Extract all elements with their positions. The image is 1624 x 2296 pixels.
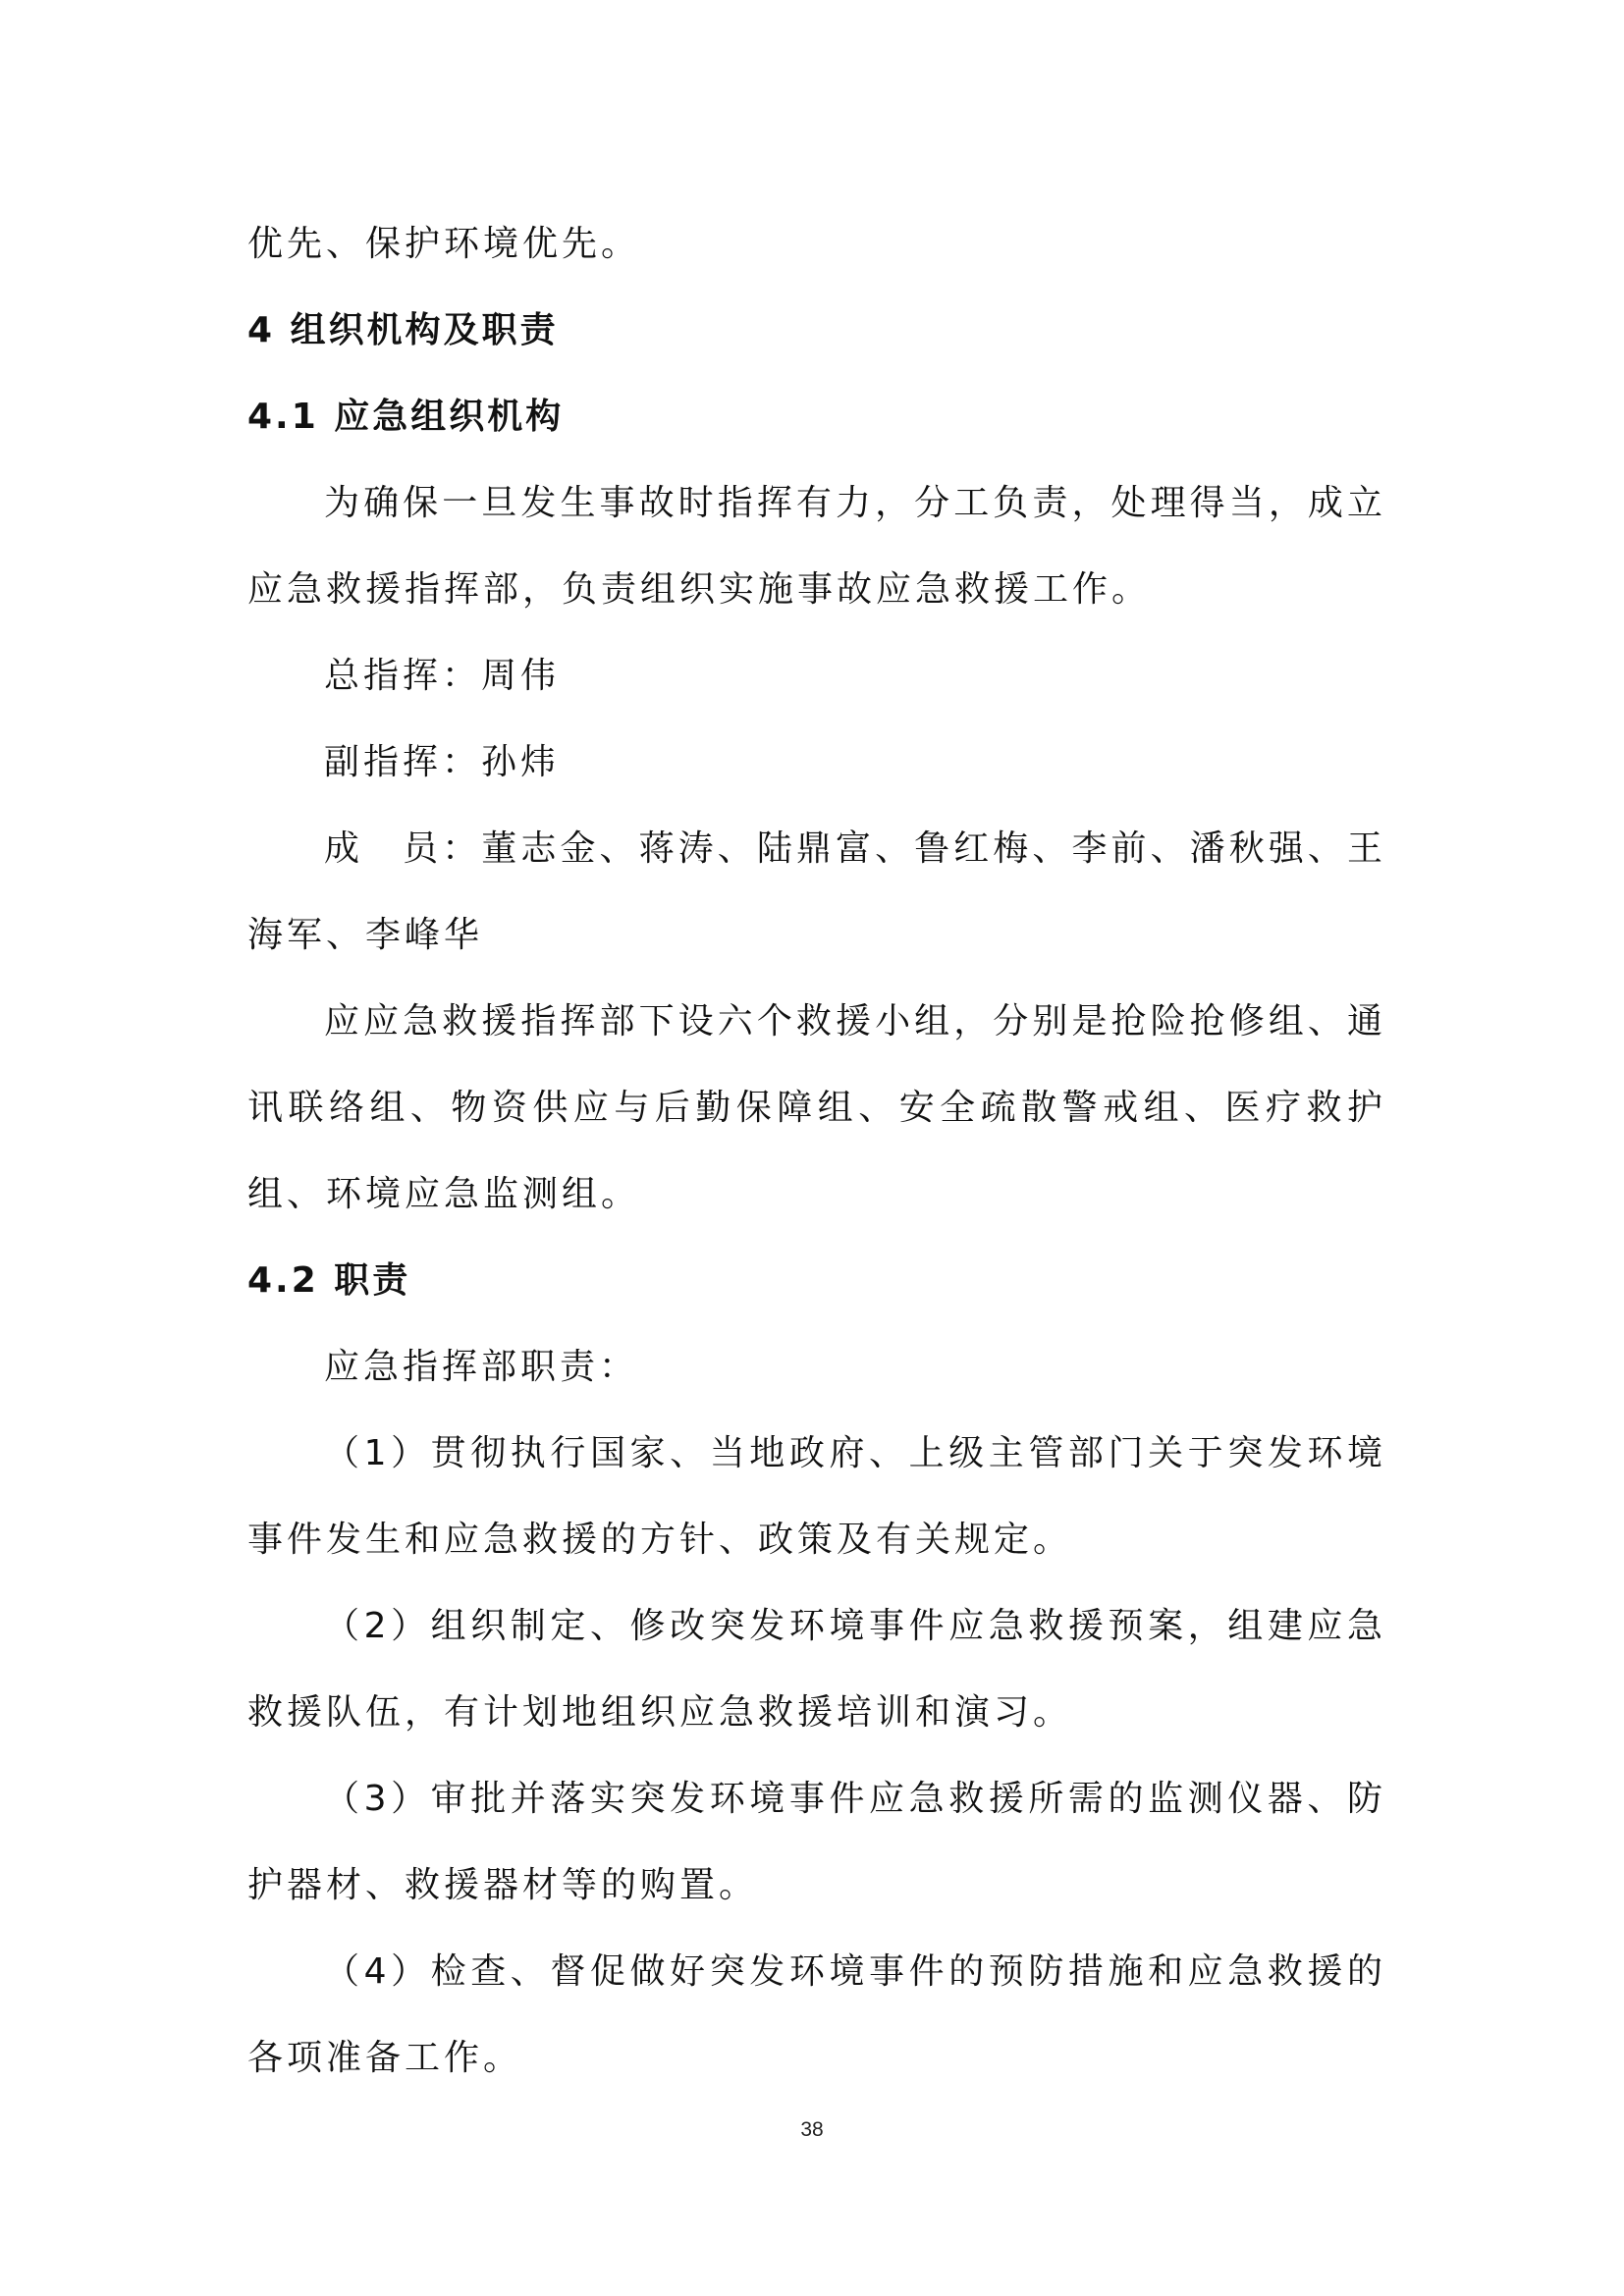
paragraph-duty-4: （4）检查、督促做好突发环境事件的预防措施和应急救援的各项准备工作。	[247, 1951, 1386, 2078]
section-heading-4: 4 组织机构及职责	[247, 310, 559, 350]
paragraph-duty-1: （1）贯彻执行国家、当地政府、上级主管部门关于突发环境事件发生和应急救援的方针、政策及有关规定。	[247, 1433, 1386, 1560]
paragraph-duty-2: （2）组织制定、修改突发环境事件应急救援预案，组建应急救援队伍，有计划地组织应急救援培训和演习。	[247, 1606, 1386, 1733]
paragraph-commander: 总指挥：周伟	[324, 656, 561, 696]
subsection-heading-4-2: 4.2 职责	[247, 1260, 411, 1301]
paragraph-duties-intro: 应急指挥部职责：	[324, 1347, 639, 1387]
paragraph-members: 成 员：董志金、蒋涛、陆鼎富、鲁红梅、李前、潘秋强、王海军、李峰华	[247, 828, 1386, 955]
paragraph-rescue-groups: 应应急救援指挥部下设六个救援小组，分别是抢险抢修组、通讯联络组、物资供应与后勤保障组、安全疏散警戒组、医疗救护组、环境应急监测组。	[247, 1001, 1386, 1214]
page-number: 38	[800, 2118, 824, 2141]
page-content	[247, 201, 1386, 2102]
paragraph-intro: 为确保一旦发生事故时指挥有力，分工负责，处理得当，成立应急救援指挥部，负责组织实施事故应急救援工作。	[247, 483, 1386, 610]
paragraph-deputy-commander: 副指挥：孙炜	[324, 742, 561, 782]
paragraph-duty-3: （3）审批并落实突发环境事件应急救援所需的监测仪器、防护器材、救援器材等的购置。	[247, 1779, 1386, 1905]
paragraph-continuation: 优先、保护环境优先。	[247, 224, 641, 264]
subsection-heading-4-1: 4.1 应急组织机构	[247, 397, 565, 437]
